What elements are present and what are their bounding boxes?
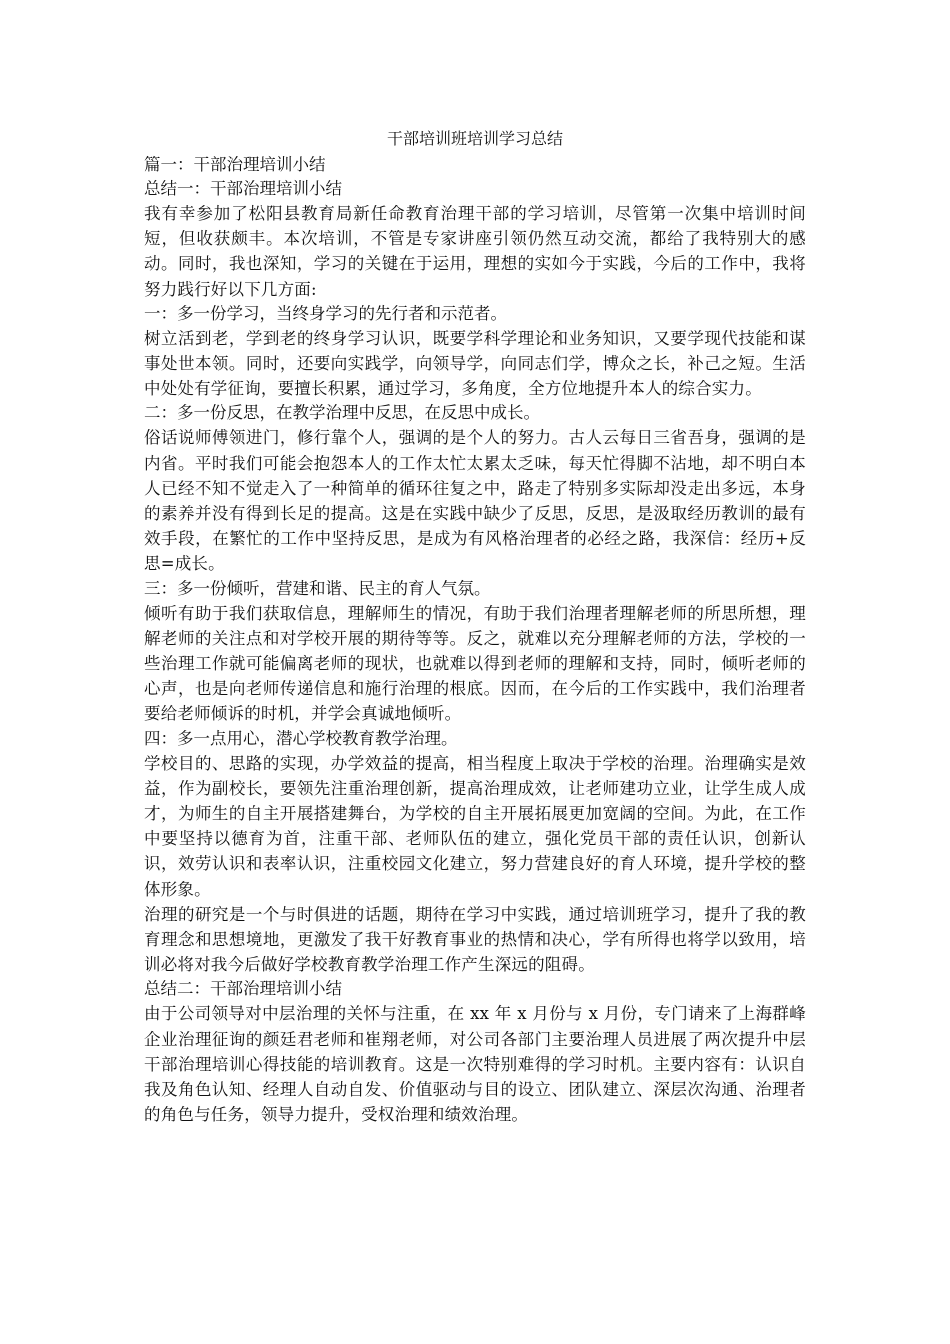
paragraph: 树立活到老，学到老的终身学习认识，既要学科学理论和业务知识，又要学现代技能和谋事处世本领。同时，还要向实践学，向领导学，向同志们学，博众之长，补己之短。生活中处处有学征询，要擅长积累，通过学习，多角度，全方位地提升本人的综合实力。 xyxy=(144,328,806,399)
section-heading: 四：多一点用心，潜心学校教育教学治理。 xyxy=(144,728,458,748)
paragraph: 我有幸参加了松阳县教育局新任命教育治理干部的学习培训，尽管第一次集中培训时间短，但收获颇丰。本次培训，不管是专家讲座引领仍然互动交流，都给了我特别大的感动。同时，我也深知，学习的关键在于运用，理想的实如今于实践，今后的工作中，我将努力践行好以下几方面: xyxy=(144,204,806,299)
section-heading: 篇一：干部治理培训小结 xyxy=(144,155,326,174)
section-heading: 总结一：干部治理培训小结 xyxy=(144,179,342,198)
paragraph: 俗话说师傅领进门，修行靠个人，强调的是个人的努力。古人云每日三省吾身，强调的是内省。平时我们可能会抱怨本人的工作太忙太累太乏味，每天忙得脚不沾地，却不明白本人已经不知不觉走入了一种简单的循环往复之中，路走了特别多实际却没走出多远，本身的素养并没有得到长足的提高。这是在实践中缺少了反思，反思，是汲取经历教训的最有效手段，在繁忙的工作中坚持反思，是成为有风格治理者的必经之路，我深信：经历+反思=成长。 xyxy=(144,428,806,574)
section-heading: 一：多一份学习，当终身学习的先行者和示范者。 xyxy=(144,303,507,323)
paragraph: 由于公司领导对中层治理的关怀与注重，在 xx 年 x 月份与 x 月份，专门请来了上海群峰企业治理征询的颜廷君老师和崔翔老师，对公司各部门主要治理人员进展了两次提升中层干部治理培训心得技能的培训教育。这是一次特别难得的学习时机。主要内容有：认识自我及角色认知、经理人自动自发、价值驱动与目的设立、团队建立、深层次沟通、治理者的角色与任务，领导力提升，受权治理和绩效治理。 xyxy=(144,1004,806,1125)
paragraph: 倾听有助于我们获取信息，理解师生的情况，有助于我们治理者理解老师的所思所想，理解老师的关注点和对学校开展的期待等等。反之，就难以充分理解老师的方法，学校的一些治理工作就可能偏离老师的现状，也就难以得到老师的理解和支持，同时，倾听老师的心声，也是向老师传递信息和施行治理的根底。因而，在今后的工作实践中，我们治理者要给老师倾诉的时机，并学会真诚地倾听。 xyxy=(144,603,806,724)
section-heading: 总结二：干部治理培训小结 xyxy=(144,979,342,999)
section-heading: 三：多一份倾听，营建和谐、民主的育人气氛。 xyxy=(144,578,491,598)
paragraph: 学校目的、思路的实现，办学效益的提高，相当程度上取决于学校的治理。治理确实是效益，作为副校长，要领先注重治理创新，提高治理成效，让老师建功立业，让学生成人成才，为师生的自主开展搭建舞台，为学校的自主开展拓展更加宽阔的空间。为此，在工作中要坚持以德育为首，注重干部、老师队伍的建立，强化党员干部的责任认识，创新认识，效劳认识和表率认识，注重校园文化建立，努力营建良好的育人环境，提升学校的整体形象。 xyxy=(144,753,806,899)
document-page xyxy=(144,127,806,1128)
paragraph: 治理的研究是一个与时俱进的话题，期待在学习中实践，通过培训班学习，提升了我的教育理念和思想境地，更激发了我干好教育事业的热情和决心，学有所得也将学以致用，培训必将对我今后做好学校教育教学治理工作产生深远的阻碍。 xyxy=(144,904,806,975)
section-heading: 二：多一份反思，在教学治理中反思，在反思中成长。 xyxy=(144,403,540,423)
document-title: 干部培训班培训学习总结 xyxy=(386,129,563,148)
